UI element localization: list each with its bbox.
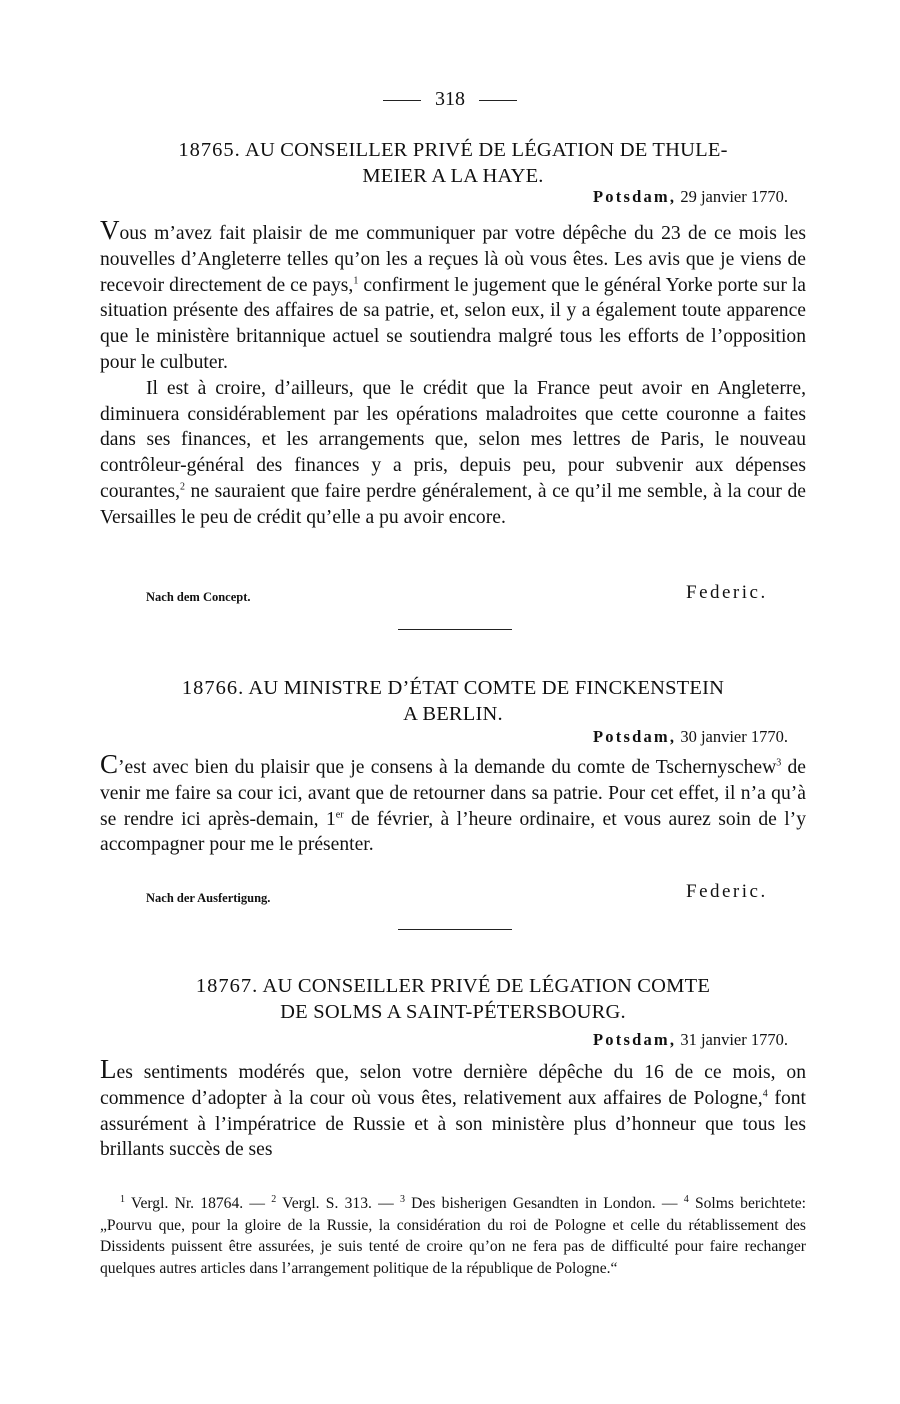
footnote-text: Vergl. S. 313. — <box>276 1195 400 1212</box>
footnote-mark: 3 <box>399 1193 405 1205</box>
footnote-block <box>100 1193 806 1279</box>
paragraph-text: de venir me faire sa cour ici, avant que de retourner dans sa patrie. Pour cet effet, il n’a qu’à se rendre ici après-demain, 1 <box>100 757 806 830</box>
heading-line-2: MEIER A LA HAYE. <box>362 165 544 187</box>
page-number-line <box>0 88 900 111</box>
separator-rule <box>398 629 512 630</box>
initial-letter: L <box>100 1054 117 1084</box>
source-note: Nach dem Concept. <box>146 590 251 604</box>
paragraph-text: de février, à l’heure ordinaire, et vous aurez soin de l’y accompagner pour me le présenter. <box>100 808 806 856</box>
paragraph <box>100 376 806 531</box>
paragraph <box>100 215 806 376</box>
heading-line-1 <box>100 137 806 163</box>
date-text: 31 janvier 1770. <box>680 1030 788 1049</box>
date-place: Potsdam, <box>593 1030 677 1049</box>
heading-line-1 <box>100 675 806 701</box>
dash-left <box>383 100 421 101</box>
paragraph-text: confirment le jugement que le général Yorke porte sur la situation présente des affaires de sa patrie, et, selon eux, il y a également toute apparence que le ministère britannique actuel se soutiendra malgré tous les efforts de l’opposition pour le culbuter. <box>100 274 806 373</box>
letter-date <box>100 727 788 747</box>
letter-title-1: AU CONSEILLER PRIVÉ DE LÉGATION COMTE <box>262 975 711 997</box>
letter-title-1: AU MINISTRE D’ÉTAT COMTE DE FINCKENSTEIN <box>248 677 725 699</box>
footnote-mark: 1 <box>120 1193 125 1205</box>
letter-heading <box>100 675 806 727</box>
date-place: Potsdam, <box>593 187 677 206</box>
footnote-text: Solms berichtete: „Pourvu que, pour la gloire de la Russie, la considération du roi de Pologne et celle du rétablissement des Dissidents puissent être assurées, je suis tenté de croire qu’on ne fera pas de difficulté pour faire rechanger quelques autres articles dans l’arrangement politique de la république de Pologne.“ <box>100 1195 806 1277</box>
letter-number: 18767. <box>195 975 259 997</box>
letter-body <box>100 749 806 858</box>
dash-right <box>479 100 517 101</box>
footnote-mark: 2 <box>271 1193 277 1205</box>
letter-number: 18766. <box>181 677 245 699</box>
signature: Federic. <box>686 881 768 902</box>
paragraph <box>100 749 806 858</box>
paragraph-text: ’est avec bien du plaisir que je consens à la demande du comte de Tschernyschew <box>118 757 777 778</box>
letter-title-1: AU CONSEILLER PRIVÉ DE LÉGATION DE THULE- <box>244 139 728 161</box>
letter-date <box>100 187 788 207</box>
separator-rule <box>398 929 512 930</box>
letter-heading <box>100 137 806 189</box>
heading-line-2: DE SOLMS A SAINT-PÉTERSBOURG. <box>280 1001 626 1023</box>
heading-line-1 <box>100 973 806 999</box>
letter-body <box>100 1054 806 1163</box>
initial-letter: C <box>100 749 119 779</box>
paragraph-text: ne sauraient que faire perdre généralement, à ce qu’il me semble, à la cour de Versailles le peu de crédit qu’elle a pu avoir encore. <box>100 480 806 528</box>
paragraph-text: Il est à croire, d’ailleurs, que le crédit que la France peut avoir en Angleterre, diminuera considérablement par les opérations maladroites que cette couronne a faites dans ses finances, et les arrangements que, selon mes lettres de Paris, le nouveau contrôleur-général des finances y a pris, depuis peu, pour subvenir aux dépenses courantes, <box>100 377 806 502</box>
footnotes <box>100 1193 806 1279</box>
page-number: 318 <box>435 88 465 110</box>
letter-number: 18765. <box>178 139 241 161</box>
superscript: er <box>335 809 344 821</box>
footnote-text: Des bisherigen Gesandten in London. — <box>404 1195 684 1212</box>
initial-letter: V <box>100 215 120 245</box>
date-text: 29 janvier 1770. <box>680 187 788 206</box>
paragraph <box>100 1054 806 1163</box>
date-place: Potsdam, <box>593 727 677 746</box>
footnote-ref: 1 <box>353 275 359 287</box>
footnote-mark: 4 <box>683 1193 689 1205</box>
paragraph-text: font assurément à l’impératrice de Russie et à son ministère plus d’honneur que tous les brillants succès de ses <box>100 1087 806 1161</box>
paragraph-text: ous m’avez fait plaisir de me communiquer par votre dépêche du 23 de ce mois les nouvelles d’Angleterre telles qu’on les a reçues là où vous êtes. Les avis que je viens de recevoir directement de ce pays, <box>100 223 806 296</box>
letter-heading <box>100 973 806 1025</box>
letter-body <box>100 215 806 531</box>
footnote-ref: 3 <box>776 757 782 769</box>
footnote-text: Vergl. Nr. 18764. — <box>125 1195 272 1212</box>
source-note: Nach der Ausfertigung. <box>146 891 271 905</box>
heading-line-2: A BERLIN. <box>403 703 503 725</box>
date-text: 30 janvier 1770. <box>680 727 788 746</box>
paragraph-text: es sentiments modérés que, selon votre dernière dépêche du 16 de ce mois, on commence d’adopter à la cour où vous êtes, relativement aux affaires de Pologne, <box>100 1062 806 1109</box>
signature: Federic. <box>686 582 768 603</box>
letter-date <box>100 1030 788 1050</box>
footnote-ref: 4 <box>762 1088 768 1100</box>
footnote-ref: 2 <box>179 481 185 493</box>
